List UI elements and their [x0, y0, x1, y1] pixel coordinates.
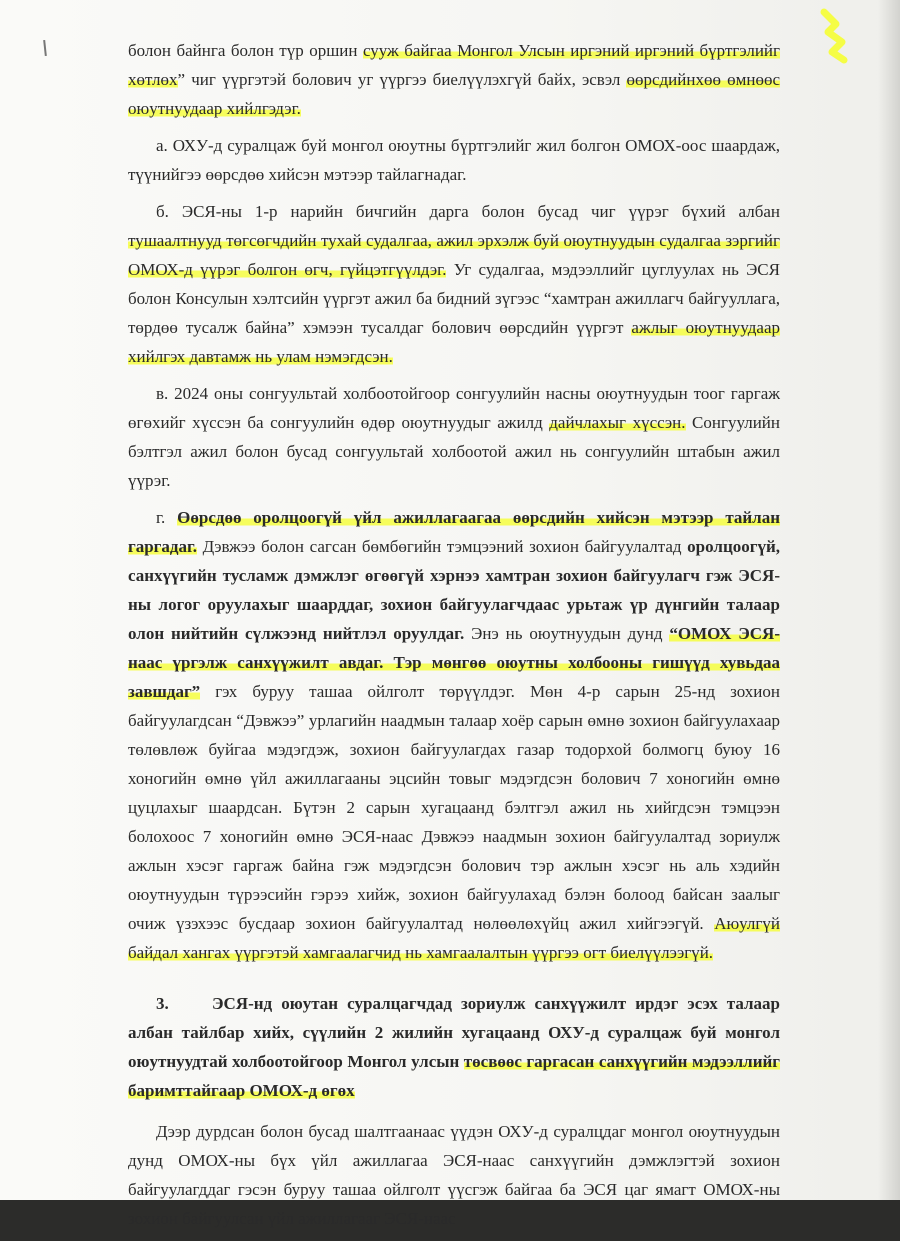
paragraph-text: ” чиг үүргэтэй болович уг үүргээ биелүүлэхгүй байх, эсвэл	[177, 70, 627, 89]
paragraph-text: оролцоогүй, санхүүгийн тусламж дэмжлэг өгөөгүй хэрнээ хамтран зохион байгуулагч гэж ЭСЯ-ны логог оруулахыг шаарддаг, зохион байгуулагчдаас урьтаж үр дүнгийн талаар олон нийтийн сүлжээнд нийтлэл оруулдаг.	[128, 537, 780, 643]
margin-pen-mark	[43, 40, 47, 56]
body-paragraph	[128, 197, 780, 371]
highlighted-text: тушаалтнууд төгсөгчдийн тухай судалгаа, ажил эрхэлж буй оюутнуудын судалгаа зэргийг ОМОХ-д үүрэг болгон өгч, гүйцэтгүүлдэг.	[128, 231, 780, 279]
highlighted-text: “ОМОХ ЭСЯ-наас үргэлж санхүүжилт авдаг. Тэр мөнгөө оюутны холбооны гишүүд хувьдаа завшдаг”	[128, 624, 780, 701]
paragraph-text: болон байнга болон түр оршин	[128, 41, 363, 60]
highlighted-text: Аюулгүй байдал хангах үүргэтэй хамгаалагчид нь хамгаалалтын үүргээ огт биелүүлээгүй.	[128, 914, 780, 962]
highlighted-text: дайчлахыг хүссэн.	[549, 413, 686, 432]
highlighted-text: Өөрсдөө оролцоогүй үйл ажиллагаагаа өөрсдийн хийсэн мэтээр тайлан гаргадаг.	[128, 508, 781, 556]
paragraph-text: Уг судалгаа, мэдээллийг цуглуулах нь ЭСЯ болон Консулын хэлтсийн үүргэт ажил ба бидний зүгээс “хамтран ажиллагч байгууллага, төрдөө тусалж байна” хэмээн тусалдаг болович өөрсдийн үүргэт	[128, 260, 780, 337]
highlighted-text: өөрсдийнхөө өмнөөс оюутнуудаар хийлгэдэг.	[128, 70, 781, 118]
paragraph-text: б. ЭСЯ-ны 1-р нарийн бичгийн дарга болон бусад чиг үүрэг бүхий албан	[156, 202, 780, 221]
section-number: 3.	[156, 994, 169, 1013]
section-heading	[128, 989, 780, 1105]
closing-paragraph: Дээр дурдсан болон бусад шалтгаанаас үүдэн ОХУ-д суралцдаг монгол оюутнуудын дунд ОМОХ-ны бүх үйл ажиллагаа ЭСЯ-наас санхүүгийн дэмжлэгтэй зохион байгуулагддаг гэсэн буруу ташаа ойлголт үүсгэж байгаа ба ЭСЯ цаг ямагт ОМОХ-ны зохион байгуулсан үйл ажиллагааг ЭСЯ-наас	[128, 1122, 780, 1228]
paragraph-text: гэх буруу ташаа ойлголт төрүүлдэг. Мөн 4-р сарын 25-нд зохион байгуулагдсан “Дэвжээ” урлагийн наадмын талаар хоёр сарын өмнө зохион байгуулахаар төлөвлөж буйгаа мэдэгдэж, зохион байгуулагдах газар тодорхой болмогц буюу 16 хоногийн өмнө үйл ажиллагааны эцсийн товыг мэдэгдсэн болович 7 хоногийн өмнө цуцлахыг шаардсан. Бүтэн 2 сарын хугацаанд бэлтгэл ажил нь хийгдсэн тэмцээн болохоос 7 хоногийн өмнө ЭСЯ-наас Дэвжээ наадмын зохион байгуулалтад зориулж ажлын хэсэг гаргаж байна гэж мэдэгдсэн болович тэр ажлын хэсэг нь аль хэдийн оюутнуудын түрээсийн гэрээ хийж, зохион байгуулахад бэлэн болоод байсан заалыг очиж үзэхээс бусдаар зохион байгуулалтад нөлөөлөхүйц ажил хийгээгүй.	[128, 682, 780, 933]
highlighter-scribble-icon	[814, 8, 852, 68]
paragraph-text: Дэвжээ болон сагсан бөмбөгийн тэмцээний зохион байгуулалтад	[197, 537, 688, 556]
paragraph-text: г.	[156, 508, 178, 527]
section-spacer	[128, 975, 780, 989]
highlighted-text: ажлыг оюутнуудаар хийлгэх давтамж нь улам нэмэгдсэн.	[128, 318, 780, 366]
paragraph-text: а. ОХУ-д суралцаж буй монгол оюутны бүртгэлийг жил болгон ОМОХ-оос шаардаж, түүнийгээ өөрсдөө хийсэн мэтээр тайлагнадаг.	[128, 136, 780, 184]
body-paragraph	[128, 503, 780, 967]
body-paragraph	[128, 131, 780, 189]
section-title-highlighted: төсвөөс гаргасан санхүүгийн мэдээллийг баримттайгаар ОМОХ-д өгөх	[128, 1052, 780, 1100]
body-paragraph	[128, 379, 780, 495]
paragraph-list	[128, 36, 780, 967]
paper-edge-shadow	[878, 0, 900, 1200]
section-title: ЭСЯ-нд оюутан суралцагчдад зориулж санхүүжилт ирдэг эсэх талаар албан тайлбар хийх, сүүлийн 2 жилийн хугацаанд ОХУ-д суралцаж буй монгол оюутнуудтай холбоотойгоор Монгол улсын	[128, 994, 780, 1071]
highlighted-text: сууж байгаа Монгол Улсын иргэний иргэний бүртгэлийг хөтлөх	[128, 41, 780, 89]
document-page	[128, 36, 780, 1241]
paragraph-text: Энэ нь оюутнуудын дунд	[464, 624, 670, 643]
paragraph-text: в. 2024 оны сонгуультай холбоотойгоор сонгуулийн насны оюутнуудын тоог гаргаж өгөхийг хүссэн ба сонгуулийн өдөр оюутнуудыг ажилд	[128, 384, 780, 432]
body-paragraph	[128, 36, 780, 123]
paragraph-text: Сонгуулийн бэлтгэл ажил болон бусад сонгуультай холбоотой ажил нь сонгуулийн штабын ажил үүрэг.	[128, 413, 780, 490]
